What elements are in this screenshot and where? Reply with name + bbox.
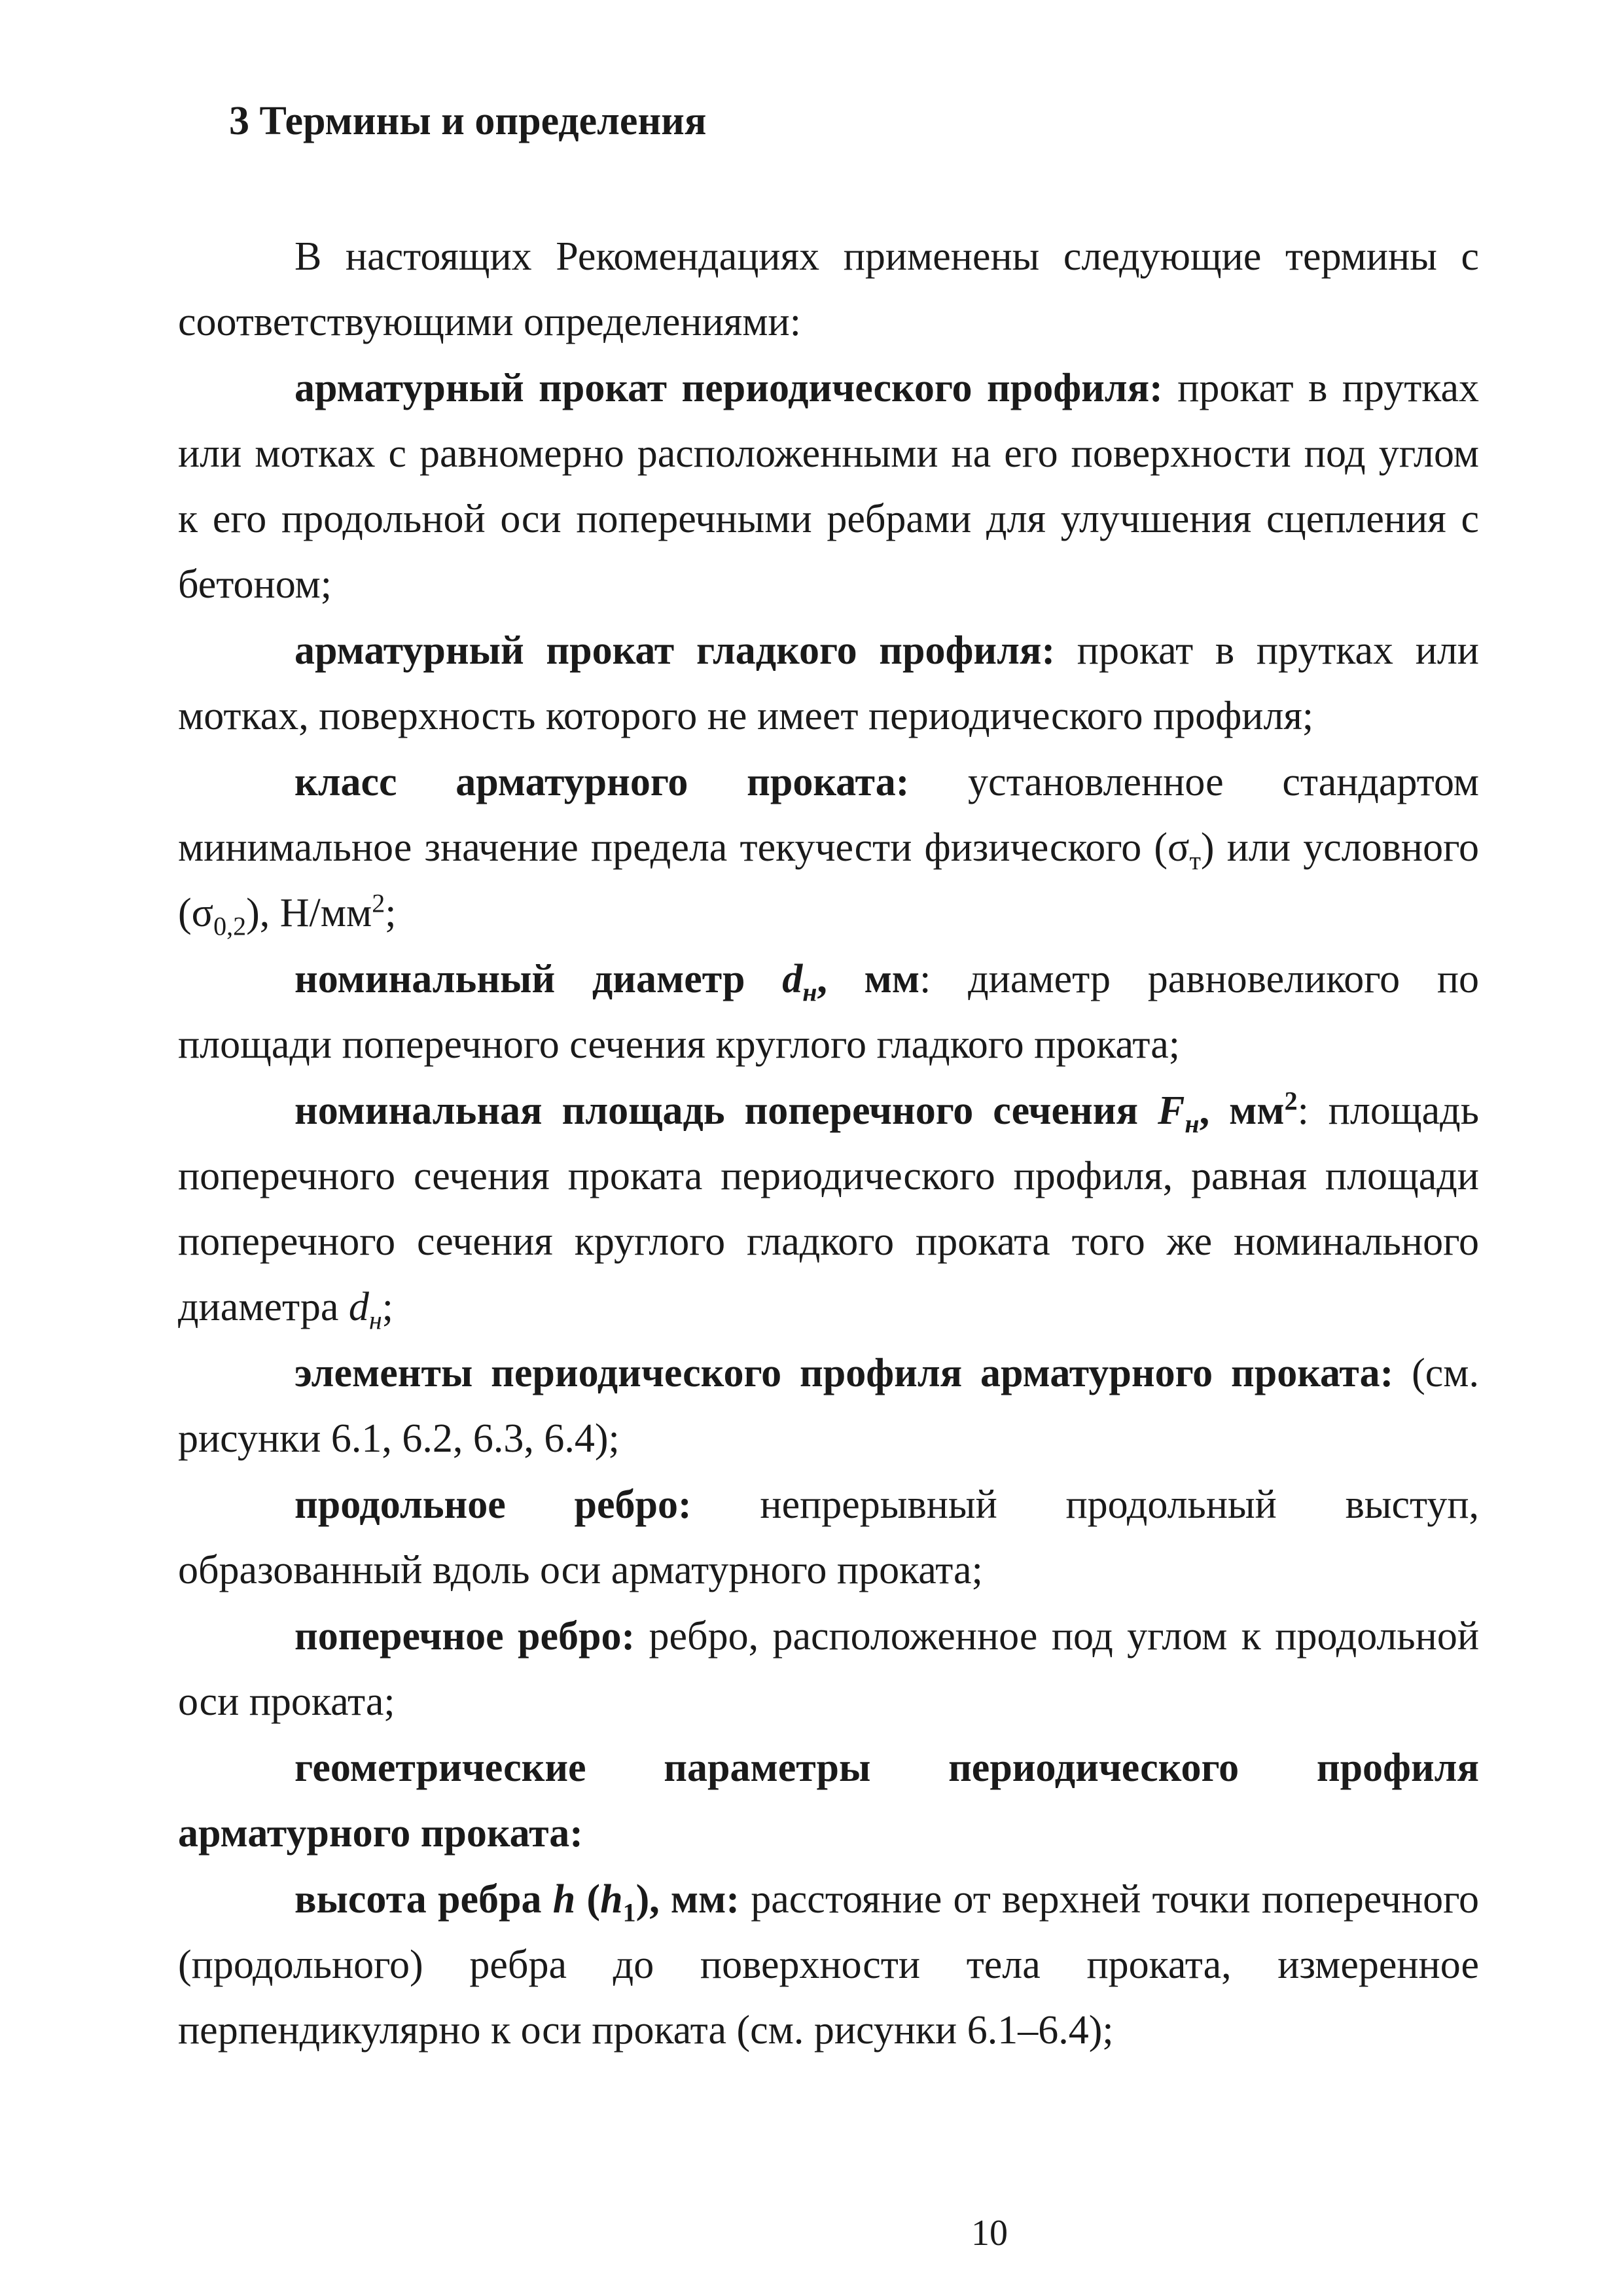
term-definition-part: установленное стандартом минимальное значение предела текучести физического (σ: [178, 760, 1479, 870]
intro-paragraph: В настоящих Рекомендациях применены следующие термины с соответствующими определениями:: [178, 234, 1479, 344]
term-label-part: номинальный диаметр: [294, 957, 783, 1001]
term-label: класс арматурного проката:: [294, 760, 910, 804]
term-definition-part: : площадь поперечного сечения проката периодического профиля, равная площади поперечного сечения круглого гладкого проката того же номинального диаметра: [178, 1088, 1479, 1329]
term-definition-part: ) или условного (σ: [178, 825, 1479, 935]
term-variable: d: [782, 957, 803, 1001]
term-definition: ребро, расположенное под углом к продольной оси проката;: [178, 1614, 1479, 1724]
term-variable: h: [600, 1877, 623, 1922]
term-paragraph-longitudinal-rib: [178, 1472, 1479, 1603]
document-page: [178, 98, 1480, 2253]
term-definition-part: ;: [382, 1285, 393, 1329]
term-paragraph-smooth-profile: [178, 618, 1479, 749]
term-definition: расстояние от верхней точки поперечного (продольного) ребра до поверхности тела проката, измеренное перпендикулярно к оси проката (см. рисунки 6.1–6.4);: [178, 1877, 1480, 2053]
term-paragraph-periodic-profile: [178, 355, 1479, 617]
subscript: н: [368, 1305, 382, 1335]
term-label-part: высота ребра: [294, 1877, 553, 1922]
subscript: 0,2: [213, 911, 247, 941]
subscript: т: [1189, 846, 1201, 876]
term-label: арматурный прокат периодического профиля:: [294, 366, 1163, 410]
superscript: 2: [1284, 1086, 1298, 1116]
term-label-part: (: [575, 1877, 601, 1922]
term-paragraph-rebar-class: [178, 749, 1479, 946]
term-paragraph-geometric-parameters: [178, 1735, 1479, 1866]
term-label-part: , мм: [817, 957, 920, 1001]
term-label: [294, 957, 920, 1007]
term-label: продольное ребро:: [294, 1482, 692, 1527]
term-definition: прокат в прутках или мотках, поверхность которого не имеет периодического профиля;: [178, 628, 1479, 738]
section-title: 3 Термины и определения: [229, 99, 707, 143]
term-paragraph-nominal-diameter: [178, 946, 1479, 1077]
term-paragraph-rib-height: [178, 1867, 1479, 2063]
term-label: [294, 1877, 740, 1928]
term-paragraph-nominal-area: [178, 1078, 1479, 1340]
term-definition-part: ;: [385, 891, 397, 935]
definition-variable: d: [348, 1285, 369, 1329]
subscript: 1: [622, 1897, 636, 1928]
term-label: геометрические параметры периодического профиля арматурного проката:: [178, 1746, 1479, 1856]
term-label-part: ), мм:: [635, 1877, 740, 1922]
term-label: элементы периодического профиля арматурного проката:: [294, 1351, 1394, 1395]
term-variable: h: [552, 1877, 576, 1922]
term-definition: прокат в прутках или мотках с равномерно расположенными на его поверхности под углом к его продольной оси поперечными ребрами для улучшения сцепления с бетоном;: [178, 366, 1479, 607]
term-label: [294, 1086, 1298, 1139]
term-definition-part: ), Н/мм: [246, 891, 372, 935]
term-label-part: номинальная площадь поперечного сечения: [294, 1088, 1158, 1133]
term-label-part: , мм: [1199, 1088, 1285, 1133]
term-paragraph-transverse-rib: [178, 1604, 1479, 1734]
term-definition: непрерывный продольный выступ, образованный вдоль оси арматурного проката;: [178, 1482, 1479, 1592]
term-definition: : диаметр равновеликого по площади поперечного сечения круглого гладкого проката;: [178, 957, 1480, 1067]
term-variable: F: [1158, 1088, 1185, 1133]
term-paragraph-profile-elements: [178, 1340, 1479, 1471]
subscript: н: [802, 977, 817, 1007]
document-body: [178, 224, 1479, 2064]
term-label: поперечное ребро:: [294, 1614, 635, 1659]
subscript: н: [1185, 1109, 1200, 1139]
page-number: 10: [971, 2213, 1008, 2253]
term-label: арматурный прокат гладкого профиля:: [294, 628, 1056, 673]
superscript: 2: [372, 888, 385, 918]
term-definition: (см. рисунки 6.1, 6.2, 6.3, 6.4);: [178, 1351, 1479, 1461]
